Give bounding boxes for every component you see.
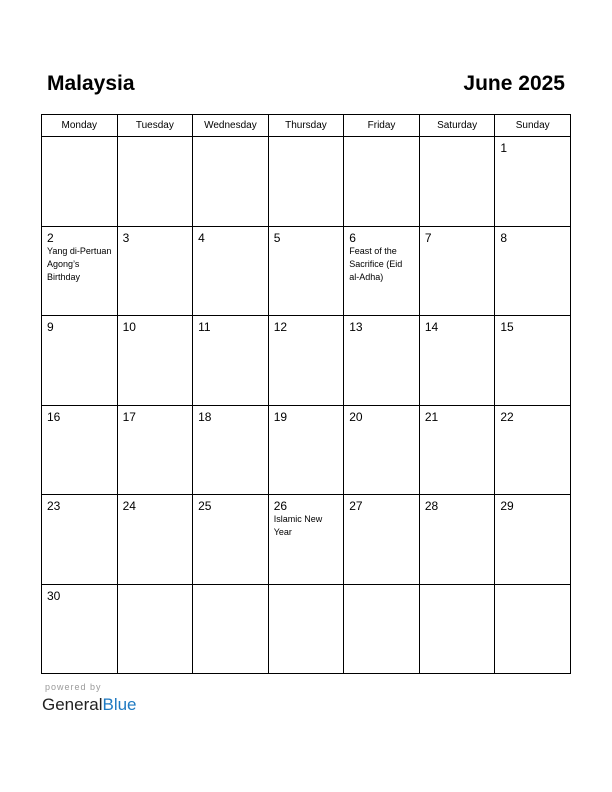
month-title: June 2025 — [463, 72, 565, 95]
day-cell — [344, 584, 420, 674]
day-number: 4 — [198, 230, 205, 245]
day-number: 19 — [273, 409, 288, 424]
day-cell — [495, 584, 571, 674]
day-cell — [193, 226, 269, 316]
weekday-tuesday: Tuesday — [117, 115, 193, 137]
powered-by-text: powered by — [45, 682, 102, 692]
weekday-wednesday: Wednesday — [193, 115, 269, 137]
day-number: 9 — [47, 320, 54, 334]
day-cell — [495, 495, 571, 585]
day-cell — [268, 584, 344, 674]
day-number: 5 — [273, 230, 281, 245]
day-number: 11 — [198, 320, 211, 334]
week-row — [42, 226, 571, 316]
day-cell — [268, 405, 344, 495]
day-cell — [419, 584, 495, 674]
day-number: 13 — [349, 320, 363, 334]
day-number: 1 — [500, 141, 508, 155]
day-number: 17 — [122, 409, 136, 424]
weekday-friday: Friday — [344, 115, 420, 137]
country-title: Malaysia — [47, 72, 135, 95]
day-number: 2 — [47, 230, 54, 245]
day-cell — [344, 316, 420, 406]
day-cell — [42, 495, 118, 585]
day-cell — [344, 137, 420, 227]
day-cell — [495, 137, 571, 227]
weekday-sunday: Sunday — [495, 115, 571, 137]
day-cell — [495, 405, 571, 495]
day-cell — [344, 495, 420, 585]
day-number: 29 — [500, 499, 514, 513]
day-number: 10 — [122, 320, 136, 334]
week-row — [42, 137, 571, 227]
day-number: 23 — [47, 499, 61, 513]
holiday-label: Islamic New Year — [273, 514, 323, 537]
day-cell — [117, 137, 193, 227]
day-cell — [117, 495, 193, 585]
day-number: 12 — [273, 320, 288, 334]
day-cell — [419, 226, 495, 316]
day-cell — [117, 316, 193, 406]
day-cell — [117, 584, 193, 674]
day-number: 3 — [122, 230, 130, 245]
day-cell — [419, 137, 495, 227]
day-number: 7 — [424, 230, 432, 245]
day-cell — [419, 316, 495, 406]
day-cell — [42, 405, 118, 495]
weekday-thursday: Thursday — [268, 115, 344, 137]
holiday-label: Feast of the Sacrifice (Eid al-Adha) — [349, 245, 403, 282]
day-number: 6 — [349, 230, 356, 245]
generalblue-logo[interactable] — [42, 695, 137, 715]
day-cell — [117, 405, 193, 495]
day-number: 28 — [424, 499, 439, 513]
day-cell — [193, 584, 269, 674]
day-cell — [193, 405, 269, 495]
day-cell — [268, 226, 344, 316]
day-number: 14 — [424, 320, 439, 334]
day-number: 25 — [198, 499, 212, 513]
day-cell — [42, 316, 118, 406]
day-cell — [344, 226, 420, 316]
day-cell — [42, 137, 118, 227]
calendar-grid — [41, 114, 571, 674]
day-cell — [419, 495, 495, 585]
day-cell — [193, 137, 269, 227]
week-row — [42, 584, 571, 674]
day-number: 21 — [424, 409, 439, 424]
day-number: 18 — [198, 409, 212, 424]
day-cell — [268, 495, 344, 585]
day-cell — [117, 226, 193, 316]
day-cell — [193, 316, 269, 406]
day-number: 26 — [273, 499, 288, 513]
day-cell — [42, 226, 118, 316]
holiday-label: Yang di-Pertuan Agong’s Birthday — [47, 245, 112, 282]
day-cell — [495, 316, 571, 406]
weekday-monday: Monday — [42, 115, 118, 137]
day-cell — [193, 495, 269, 585]
day-cell — [268, 137, 344, 227]
day-cell — [419, 405, 495, 495]
day-cell — [495, 226, 571, 316]
day-cell — [42, 584, 118, 674]
day-number: 20 — [349, 409, 363, 424]
week-row — [42, 316, 571, 406]
day-number: 15 — [500, 320, 514, 334]
day-number: 27 — [349, 499, 363, 513]
week-row — [42, 405, 571, 495]
day-cell — [268, 316, 344, 406]
day-number: 22 — [500, 409, 514, 424]
brand-footer — [42, 682, 137, 715]
logo-general: General — [42, 695, 103, 714]
day-number: 24 — [122, 499, 136, 513]
weekday-saturday: Saturday — [419, 115, 495, 137]
day-number: 16 — [47, 409, 61, 424]
day-cell — [344, 405, 420, 495]
day-number: 30 — [47, 588, 61, 603]
day-number: 8 — [500, 230, 508, 245]
week-row — [42, 495, 571, 585]
logo-blue: Blue — [102, 695, 137, 714]
weekday-header-row — [42, 115, 571, 137]
